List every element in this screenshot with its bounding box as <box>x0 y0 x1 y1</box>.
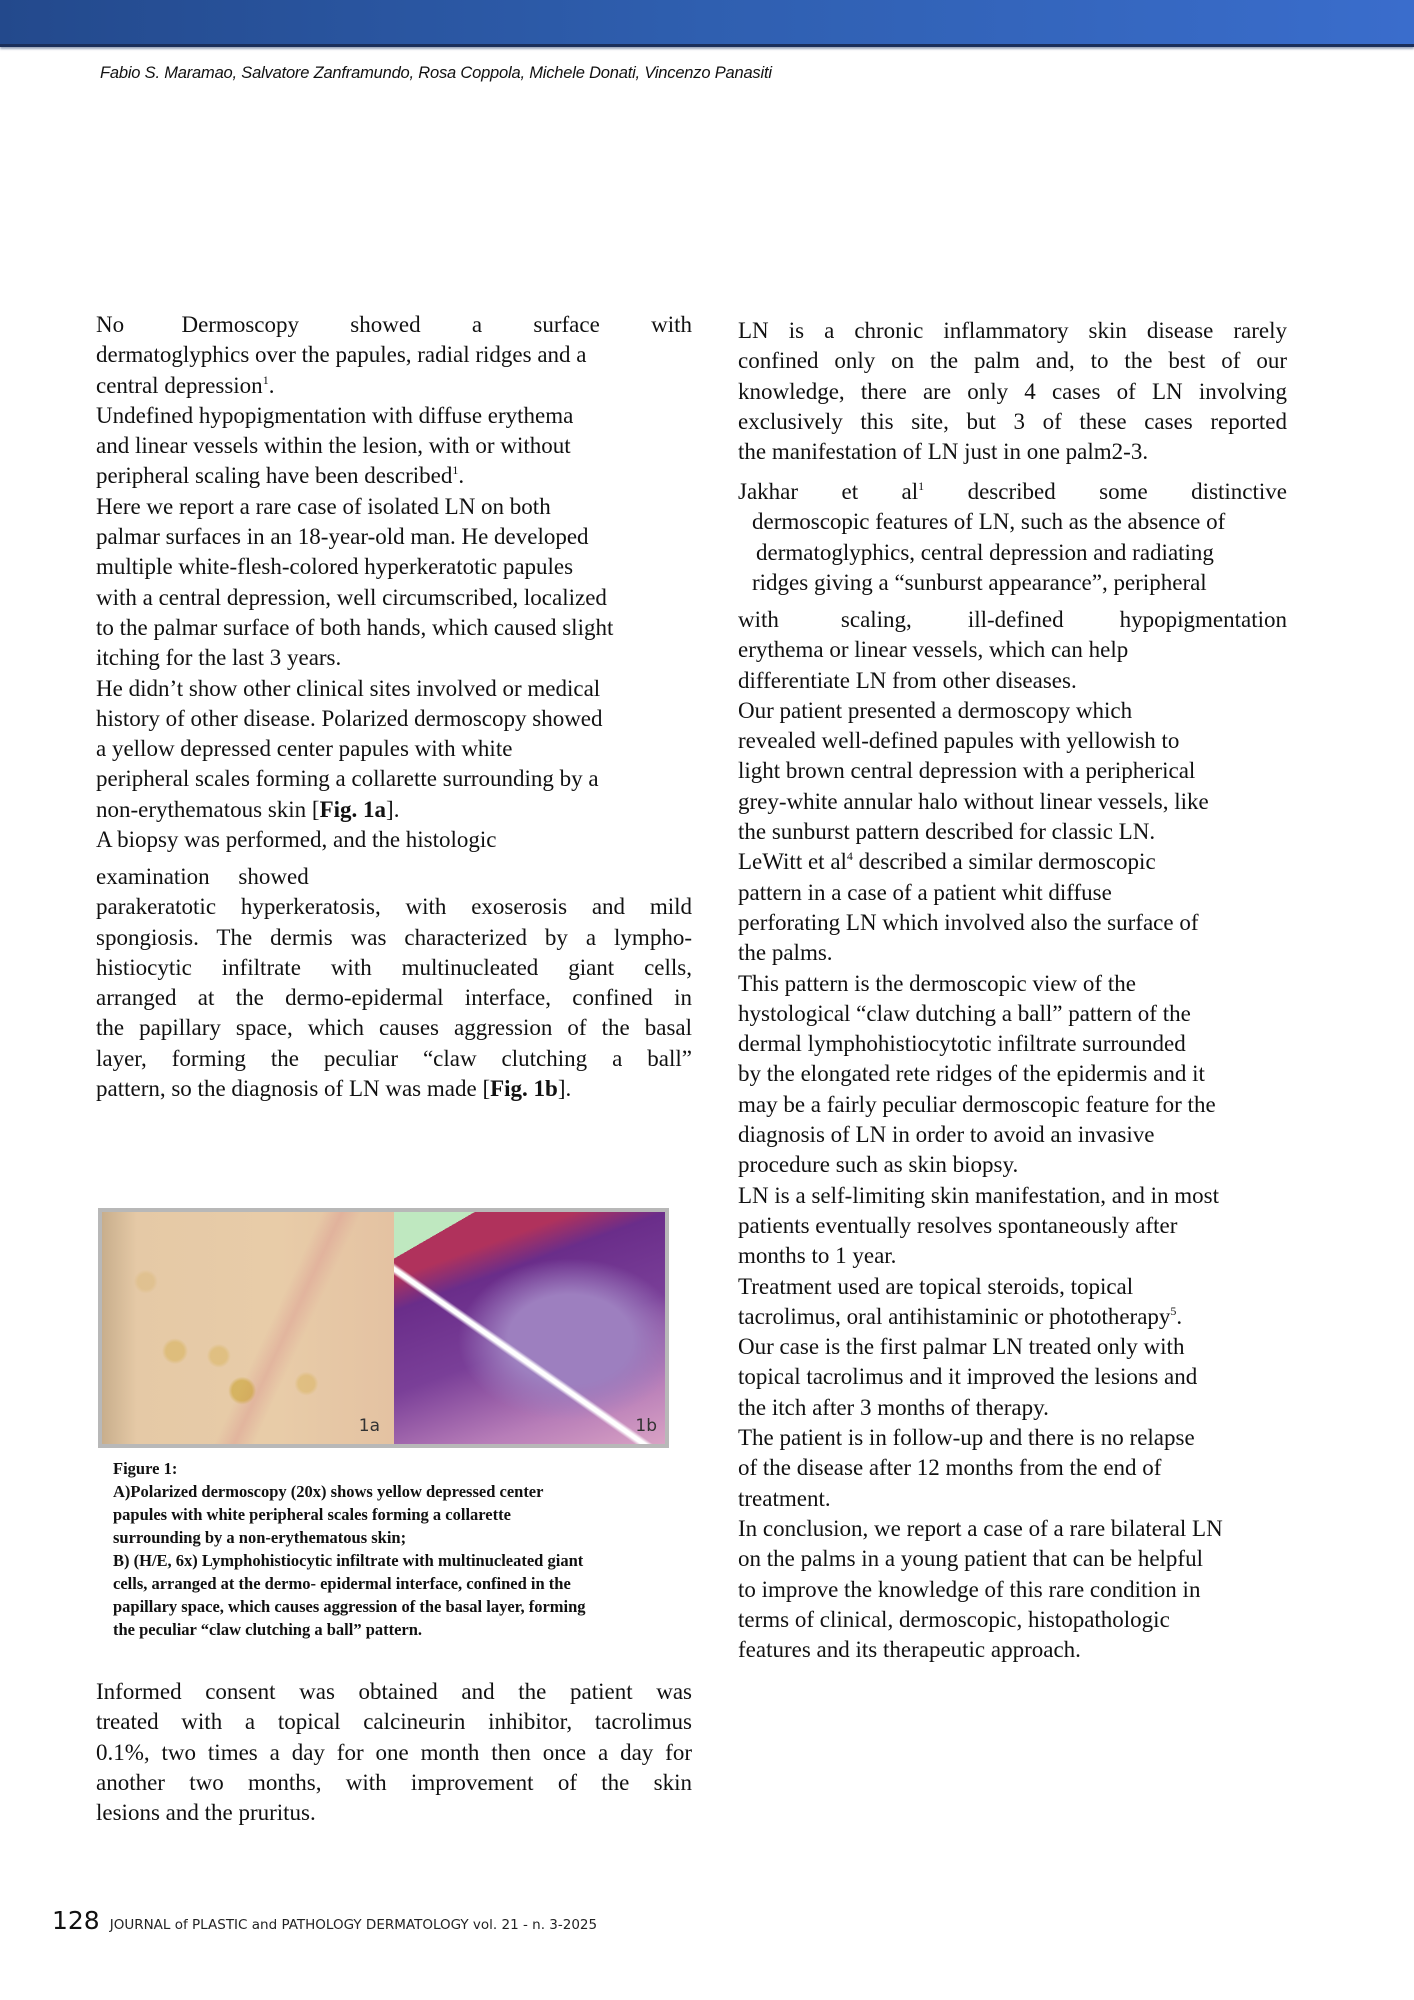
text-line <box>96 825 692 855</box>
text-segment: . <box>1176 1303 1183 1329</box>
text-line <box>96 923 692 953</box>
text-line <box>96 892 692 922</box>
text-segment: parakeratotic hyperkeratosis, with exoserosis and mild <box>96 894 692 920</box>
left-column-text-3 <box>96 1677 692 1828</box>
text-line <box>738 1635 1287 1665</box>
text-line <box>738 1150 1287 1180</box>
text-segment: Informed consent was obtained and the patient was <box>96 1679 692 1704</box>
text-segment: Our case is the first palmar LN treated only with <box>738 1334 1185 1360</box>
text-segment: of the disease after 12 months from the end of <box>738 1455 1162 1481</box>
text-line <box>738 908 1287 938</box>
caption-line: A)Polarized dermoscopy (20x) shows yellow depressed center <box>113 1482 544 1501</box>
text-segment: erythema or linear vessels, which can help <box>738 637 1129 663</box>
text-segment: features and its therapeutic approach. <box>738 1637 1081 1663</box>
text-line <box>96 522 692 552</box>
text-line <box>738 756 1287 786</box>
text-line <box>738 1059 1287 1089</box>
text-segment: scaling, ill-defined hypopigmentation <box>840 607 1287 632</box>
text-segment: spongiosis. The dermis was characterized by a lympho- <box>96 924 692 950</box>
text-segment: lesions and the pruritus. <box>96 1800 316 1826</box>
left-column-text-2 <box>96 862 692 1104</box>
text-line <box>738 726 1287 756</box>
text-line <box>738 1272 1287 1302</box>
caption-line: cells, arranged at the dermo- epidermal interface, confined in the <box>113 1574 571 1593</box>
caption-line: surrounding by a non-erythematous skin; <box>113 1528 407 1547</box>
footnote-ref: 1 <box>918 479 925 493</box>
text-segment: months to 1 year. <box>738 1243 897 1269</box>
text-line <box>96 1798 692 1828</box>
text-segment: the sunburst pattern described for classic LN. <box>738 819 1156 845</box>
text-segment: Treatment used are topical steroids, topical <box>738 1273 1134 1299</box>
figure-caption <box>113 1457 586 1641</box>
text-line <box>96 764 692 794</box>
text-segment: He didn’t show other clinical sites involved or medical <box>96 675 601 701</box>
text-line <box>96 1074 692 1104</box>
text-line <box>96 704 692 734</box>
text-line <box>738 1544 1287 1574</box>
text-line <box>738 1211 1287 1241</box>
text-segment: the manifestation of LN just in one palm2-3. <box>738 439 1149 465</box>
text-segment: Dermoscopy showed a surface with <box>181 312 692 337</box>
text-segment: LeWitt et al <box>738 849 847 875</box>
histology-image <box>394 1212 665 1444</box>
caption-line: papillary space, which causes aggression of the basal layer, forming <box>113 1597 586 1616</box>
text-segment: terms of clinical, dermoscopic, histopathologic <box>738 1606 1170 1632</box>
text-segment: and linear vessels within the lesion, with or without <box>96 433 571 459</box>
left-column-text-1 <box>96 310 692 855</box>
figure-ref: Fig. 1b <box>490 1076 558 1102</box>
text-line <box>738 1514 1287 1544</box>
text-segment: tacrolimus, oral antihistaminic or phototherapy <box>738 1303 1171 1329</box>
dermoscopy-image <box>102 1212 394 1444</box>
text-segment: In conclusion, we report a case of a rare bilateral LN <box>738 1515 1223 1541</box>
text-line: examination showed <box>96 864 309 889</box>
text-segment: 0.1%, two times a day for one month then once a day for <box>96 1739 692 1765</box>
text-line <box>96 461 692 491</box>
text-segment: with <box>738 607 779 632</box>
text-line <box>738 1241 1287 1271</box>
text-line <box>96 1738 692 1768</box>
text-line <box>96 983 692 1013</box>
footnote-ref: 1 <box>452 463 459 478</box>
text-line <box>96 1044 692 1074</box>
caption-line: the peculiar “claw clutching a ball” pattern. <box>113 1620 423 1639</box>
caption-line: B) (H/E, 6x) Lymphohistiocytic infiltrate with multinucleated giant <box>113 1551 584 1570</box>
text-line <box>738 316 1287 346</box>
text-segment: dermoscopic features of LN, such as the absence of <box>752 509 1226 535</box>
text-line <box>738 377 1287 407</box>
text-line <box>738 507 1287 537</box>
text-segment: topical tacrolimus and it improved the lesions and <box>738 1364 1198 1390</box>
text-segment: peripheral scaling have been described <box>96 463 453 489</box>
text-line <box>738 1181 1287 1211</box>
text-segment: the itch after 3 months of therapy. <box>738 1394 1049 1420</box>
text-segment: described a similar dermoscopic <box>852 849 1156 875</box>
text-line <box>738 1090 1287 1120</box>
text-segment: layer, forming the peculiar “claw clutching a ball” <box>96 1045 692 1071</box>
page-number: 128 <box>52 1906 100 1935</box>
text-segment: to the palmar surface of both hands, which caused slight <box>96 614 614 640</box>
text-line <box>738 878 1287 908</box>
text-segment: . <box>458 463 465 489</box>
text-line <box>96 310 692 340</box>
text-segment: procedure such as skin biopsy. <box>738 1152 1019 1178</box>
text-line <box>738 787 1287 817</box>
text-line <box>96 1768 692 1798</box>
text-segment: dermatoglyphics over the papules, radial ridges and a <box>96 342 587 368</box>
text-line <box>96 583 692 613</box>
journal-title: JOURNAL of PLASTIC and PATHOLOGY DERMATOLOGY vol. 21 - n. 3-2025 <box>109 1917 598 1933</box>
text-line <box>738 1423 1287 1453</box>
text-segment: Here we report a rare case of isolated LN on both <box>96 493 551 519</box>
text-segment: dermatoglyphics, central depression and radiating <box>756 539 1214 565</box>
text-segment: described some distinctive <box>924 479 1287 504</box>
figure-label-1b: 1b <box>635 1416 657 1436</box>
text-segment: Our patient presented a dermoscopy which <box>738 697 1133 723</box>
text-segment: light brown central depression with a peripherical <box>738 758 1196 784</box>
text-line <box>738 1393 1287 1423</box>
text-line <box>96 552 692 582</box>
text-segment: grey-white annular halo without linear vessels, like <box>738 788 1209 814</box>
right-column-text-2 <box>738 477 1287 598</box>
text-segment: arranged at the dermo-epidermal interface, confined in <box>96 985 692 1011</box>
text-line <box>738 1605 1287 1635</box>
text-segment: by the elongated rete ridges of the epidermis and it <box>738 1061 1205 1087</box>
text-line <box>96 492 692 522</box>
author-list: Fabio S. Maramao, Salvatore Zanframundo, Rosa Coppola, Michele Donati, Vincenzo Panasiti <box>100 64 772 82</box>
text-segment: . <box>268 372 275 398</box>
footnote-ref: 1 <box>262 372 269 387</box>
figure-ref: Fig. 1a <box>319 796 387 822</box>
text-segment: with a central depression, well circumscribed, localized <box>96 584 607 610</box>
text-line <box>738 1302 1287 1332</box>
text-line <box>738 346 1287 376</box>
text-segment: itching for the last 3 years. <box>96 645 342 671</box>
text-line <box>738 1362 1287 1392</box>
text-line <box>738 1484 1287 1514</box>
text-segment: diagnosis of LN in order to avoid an invasive <box>738 1122 1155 1148</box>
text-line <box>738 1453 1287 1483</box>
text-line <box>96 431 692 461</box>
text-line <box>738 605 1287 635</box>
text-line <box>96 1707 692 1737</box>
text-segment: knowledge, there are only 4 cases of LN involving <box>738 378 1287 404</box>
text-segment: the palms. <box>738 940 833 966</box>
text-segment: to improve the knowledge of this rare condition in <box>738 1576 1201 1602</box>
text-segment: This pattern is the dermoscopic view of the <box>738 970 1136 996</box>
text-segment: central depression <box>96 372 263 398</box>
text-line <box>738 1029 1287 1059</box>
text-segment: perforating LN which involved also the surface of <box>738 909 1199 935</box>
text-line <box>738 1120 1287 1150</box>
text-segment: a yellow depressed center papules with white <box>96 736 513 762</box>
text-segment: exclusively this site, but 3 of these cases reported <box>738 408 1287 434</box>
right-column-text-3 <box>738 605 1287 1665</box>
text-line <box>96 613 692 643</box>
text-line <box>738 999 1287 1029</box>
text-segment: pattern, so the diagnosis of LN was made [ <box>96 1076 491 1102</box>
text-line <box>738 635 1287 665</box>
text-line <box>738 666 1287 696</box>
text-segment: treatment. <box>738 1485 831 1511</box>
text-line <box>96 953 692 983</box>
right-column-text-1 <box>738 316 1287 467</box>
text-segment: palmar surfaces in an 18-year-old man. He developed <box>96 524 589 550</box>
text-segment: confined only on the palm and, to the best of our <box>738 348 1287 374</box>
text-segment: The patient is in follow-up and there is no relapse <box>738 1425 1195 1451</box>
text-line <box>96 674 692 704</box>
text-line <box>738 1332 1287 1362</box>
text-segment: may be a fairly peculiar dermoscopic feature for the <box>738 1091 1216 1117</box>
text-line <box>738 477 1287 507</box>
text-segment: another two months, with improvement of the skin <box>96 1769 692 1795</box>
text-segment: revealed well-defined papules with yellowish to <box>738 728 1180 754</box>
text-segment: LN is a chronic inflammatory skin disease rarely <box>738 318 1287 343</box>
text-segment: patients eventually resolves spontaneously after <box>738 1212 1178 1238</box>
text-line <box>96 371 692 401</box>
text-line <box>96 734 692 764</box>
text-segment: history of other disease. Polarized dermoscopy showed <box>96 705 603 731</box>
text-segment: on the palms in a young patient that can be helpful <box>738 1546 1203 1572</box>
caption-line: Figure 1: <box>113 1459 178 1478</box>
text-segment: histiocytic infiltrate with multinucleated giant cells, <box>96 954 692 980</box>
text-line <box>738 696 1287 726</box>
figure-1 <box>98 1208 669 1448</box>
text-segment: ]. <box>557 1076 572 1102</box>
text-segment: treated with a topical calcineurin inhibitor, tacrolimus <box>96 1709 692 1735</box>
text-line <box>738 969 1287 999</box>
text-segment: LN is a self-limiting skin manifestation, and in most <box>738 1182 1220 1208</box>
text-segment: differentiate LN from other diseases. <box>738 667 1077 693</box>
text-line <box>738 938 1287 968</box>
text-segment: No <box>96 312 125 337</box>
text-line <box>738 568 1287 598</box>
figure-label-1a: 1a <box>358 1416 380 1436</box>
text-segment: multiple white-flesh-colored hyperkeratotic papules <box>96 554 574 580</box>
text-segment: non-erythematous skin [ <box>96 796 320 822</box>
caption-line: papules with white peripheral scales forming a collarette <box>113 1505 511 1524</box>
text-segment: the papillary space, which causes aggression of the basal <box>96 1015 692 1041</box>
text-line <box>738 1575 1287 1605</box>
text-line <box>96 1677 692 1707</box>
text-segment: peripheral scales forming a collarette surrounding by a <box>96 766 599 792</box>
text-line <box>738 437 1287 467</box>
text-segment: A biopsy was performed, and the histologic <box>96 827 497 853</box>
text-line <box>738 407 1287 437</box>
header-bar <box>0 0 1414 47</box>
text-segment: hystological “claw dutching a ball” pattern of the <box>738 1000 1191 1026</box>
text-segment: Jakhar et al <box>738 479 919 504</box>
footnote-ref: 4 <box>846 849 853 864</box>
footnote-ref: 5 <box>1170 1303 1177 1318</box>
text-line <box>738 817 1287 847</box>
text-line <box>96 795 692 825</box>
text-segment: ridges giving a “sunburst appearance”, peripheral <box>752 569 1207 595</box>
text-segment: pattern in a case of a patient whit diffuse <box>738 879 1112 905</box>
text-line <box>96 1013 692 1043</box>
text-line <box>738 847 1287 877</box>
page-footer <box>52 1906 597 1935</box>
text-segment: ]. <box>386 796 400 822</box>
text-line <box>96 643 692 673</box>
text-line <box>96 401 692 431</box>
text-segment: Undefined hypopigmentation with diffuse erythema <box>96 402 574 428</box>
text-line <box>738 538 1287 568</box>
text-segment: dermal lymphohistiocytotic infiltrate surrounded <box>738 1031 1186 1057</box>
text-line <box>96 340 692 370</box>
